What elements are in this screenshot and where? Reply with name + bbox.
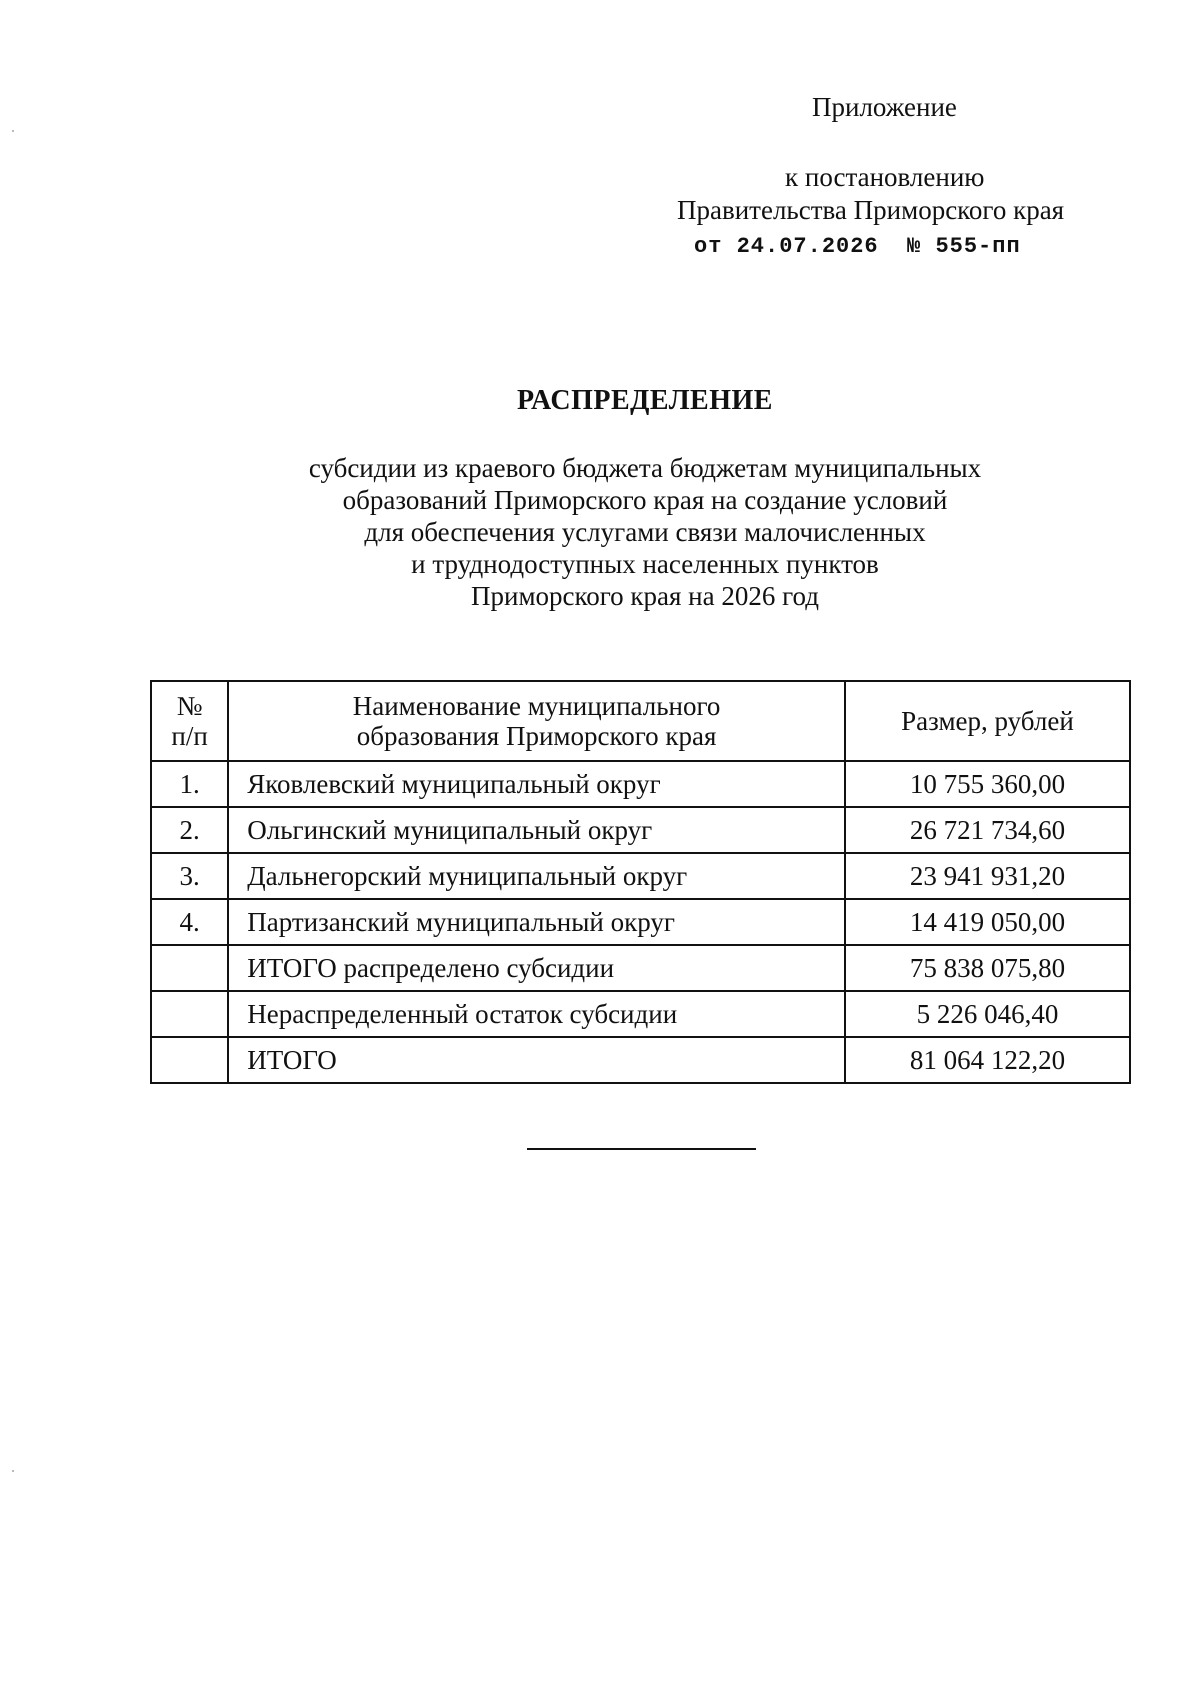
date-prefix: от (694, 234, 723, 259)
resolution-reference-line2: Правительства Приморского края (677, 195, 1065, 225)
subtitle-line: и труднодоступных населенных пунктов (411, 549, 879, 579)
row-name: Дальнегорский муниципальный округ (228, 853, 845, 899)
resolution-date: 24.07.2026 (736, 234, 879, 259)
row-name: Нераспределенный остаток субсидии (228, 991, 845, 1037)
subtitle-line: субсидии из краевого бюджета бюджетам муниципальных (308, 453, 982, 483)
header-name-line2: образования Приморского края (356, 721, 717, 751)
table-header-row (151, 681, 1130, 761)
table-row (151, 761, 1130, 807)
scan-margin-mark (12, 1470, 14, 1472)
header-num (151, 681, 228, 761)
appendix-title: Приложение (812, 92, 957, 122)
row-amount: 26 721 734,60 (845, 807, 1130, 853)
closing-rule (527, 1148, 756, 1150)
row-num (151, 1037, 228, 1083)
resolution-reference-line1: к постановлению (785, 162, 985, 192)
subtitle-line: образований Приморского края на создание условий (342, 485, 948, 515)
distribution-table (150, 680, 1131, 1084)
row-num: 3. (151, 853, 228, 899)
row-amount: 5 226 046,40 (845, 991, 1130, 1037)
row-name: ИТОГО (228, 1037, 845, 1083)
header-name (228, 681, 845, 761)
table-row (151, 899, 1130, 945)
header-name-line1: Наименование муниципального (352, 691, 721, 721)
resolution-number: 555-пп (935, 234, 1021, 259)
number-prefix: № (907, 234, 922, 259)
row-name: Партизанский муниципальный округ (228, 899, 845, 945)
document-subtitle (0, 452, 1200, 612)
subtitle-line: Приморского края на 2026 год (471, 581, 819, 611)
table-row-undistributed (151, 991, 1130, 1037)
row-num: 1. (151, 761, 228, 807)
row-num (151, 945, 228, 991)
row-num (151, 991, 228, 1037)
scan-margin-mark (12, 130, 14, 132)
row-name: Ольгинский муниципальный округ (228, 807, 845, 853)
header-amount: Размер, рублей (845, 681, 1130, 761)
table-row-total-distributed (151, 945, 1130, 991)
header-num-line2: п/п (171, 721, 208, 751)
table-row-grand-total (151, 1037, 1130, 1083)
row-amount: 81 064 122,20 (845, 1037, 1130, 1083)
row-name: ИТОГО распределено субсидии (228, 945, 845, 991)
header-num-line1: № (176, 691, 203, 721)
row-num: 2. (151, 807, 228, 853)
document-title: РАСПРЕДЕЛЕНИЕ (517, 385, 773, 416)
row-amount: 14 419 050,00 (845, 899, 1130, 945)
row-amount: 10 755 360,00 (845, 761, 1130, 807)
resolution-date-number (694, 234, 1021, 259)
row-amount: 23 941 931,20 (845, 853, 1130, 899)
table-row (151, 853, 1130, 899)
subtitle-line: для обеспечения услугами связи малочисленных (364, 517, 926, 547)
row-name: Яковлевский муниципальный округ (228, 761, 845, 807)
row-amount: 75 838 075,80 (845, 945, 1130, 991)
table-row (151, 807, 1130, 853)
row-num: 4. (151, 899, 228, 945)
